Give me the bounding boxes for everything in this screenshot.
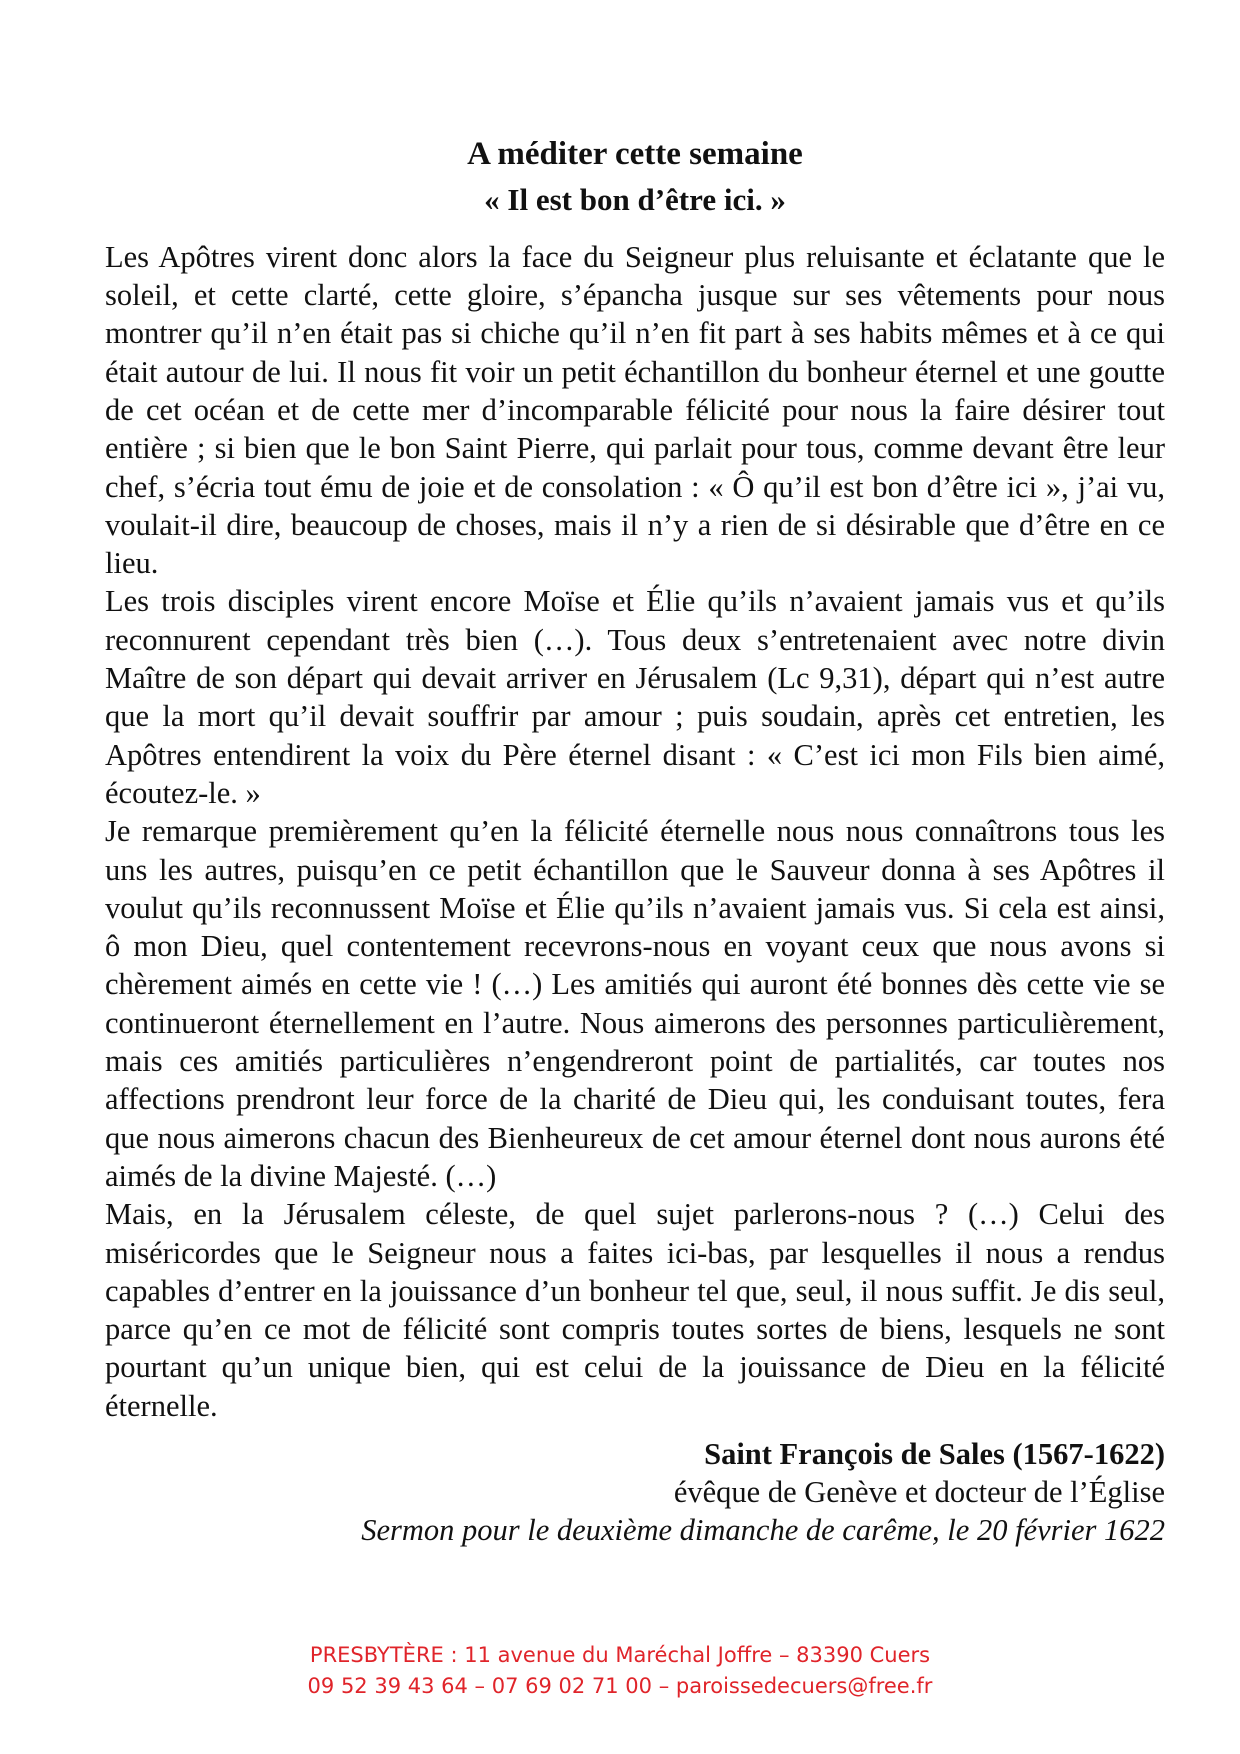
- paragraph: Mais, en la Jérusalem céleste, de quel sujet parlerons-nous ? (…) Celui des miséricordes que le Seigneur nous a faites ici-bas, par lesquelles il nous a rendus capables d’entrer en la jouissance d’un bonheur tel que, seul, il nous suffit. Je dis seul, parce qu’en ce mot de félicité sont compris toutes sortes de biens, lesquels ne sont pourtant qu’un unique bien, qui est celui de la jouissance de Dieu en la félicité éternelle.: [105, 1197, 1165, 1423]
- page-title: A méditer cette semaine: [467, 136, 803, 172]
- footer-contact: 09 52 39 43 64 – 07 69 02 71 00 – paroissedecuers@free.fr: [307, 1674, 933, 1698]
- signature-block: [105, 1435, 1165, 1549]
- document-page: [105, 135, 1165, 1549]
- paragraph: Je remarque premièrement qu’en la félicité éternelle nous nous connaîtrons tous les uns les autres, puisqu’en ce petit échantillon que le Sauveur donna à ses Apôtres il voulut qu’ils reconnussent Moïse et Élie qu’ils n’avaient jamais vus. Si cela est ainsi, ô mon Dieu, quel contentement recevrons-nous en voyant ceux que nous avons si chèrement aimés en cette vie ! (…) Les amitiés qui auront été bonnes dès cette vie se continueront éternellement en l’autre. Nous aimerons des personnes particulièrement, mais ces amitiés particulières n’engendreront point de partialités, car toutes nos affections prendront leur force de la charité de Dieu qui, les conduisant toutes, fera que nous aimerons chacun des Bienheureux de cet amour éternel dont nous aurons été aimés de la divine Majesté. (…): [105, 814, 1165, 1193]
- page-subtitle: « Il est bon d’être ici. »: [484, 181, 786, 217]
- author-role: évêque de Genève et docteur de l’Église: [673, 1474, 1165, 1509]
- meditation-text: [105, 238, 1165, 1425]
- paragraph: Les Apôtres virent donc alors la face du Seigneur plus reluisante et éclatante que le soleil, et cette clarté, cette gloire, s’épancha jusque sur ses vêtements pour nous montrer qu’il n’en était pas si chiche qu’il n’en fit part à ses habits mêmes et à ce qui était autour de lui. Il nous fit voir un petit échantillon du bonheur éternel et une goutte de cet océan et de cette mer d’incomparable félicité pour nous la faire désirer tout entière ; si bien que le bon Saint Pierre, qui parlait pour tous, comme devant être leur chef, s’écria tout ému de joie et de consolation : « Ô qu’il est bon d’être ici », j’ai vu, voulait-il dire, beaucoup de choses, mais il n’y a rien de si désirable que d’être en ce lieu.: [105, 239, 1165, 581]
- author-name: Saint François de Sales (1567-1622): [704, 1436, 1165, 1471]
- parish-footer: [0, 1640, 1240, 1702]
- footer-address: PRESBYTÈRE : 11 avenue du Maréchal Joffre – 83390 Cuers: [309, 1643, 931, 1667]
- paragraph: Les trois disciples virent encore Moïse et Élie qu’ils n’avaient jamais vus et qu’ils reconnurent cependant très bien (…). Tous deux s’entretenaient avec notre divin Maître de son départ qui devait arriver en Jérusalem (Lc 9,31), départ qui n’est autre que la mort qu’il devait souffrir par amour ; puis soudain, après cet entretien, les Apôtres entendirent la voix du Père éternel disant : « C’est ici mon Fils bien aimé, écoutez-le. »: [105, 584, 1165, 810]
- source-citation: Sermon pour le deuxième dimanche de carême, le 20 février 1622: [361, 1512, 1165, 1547]
